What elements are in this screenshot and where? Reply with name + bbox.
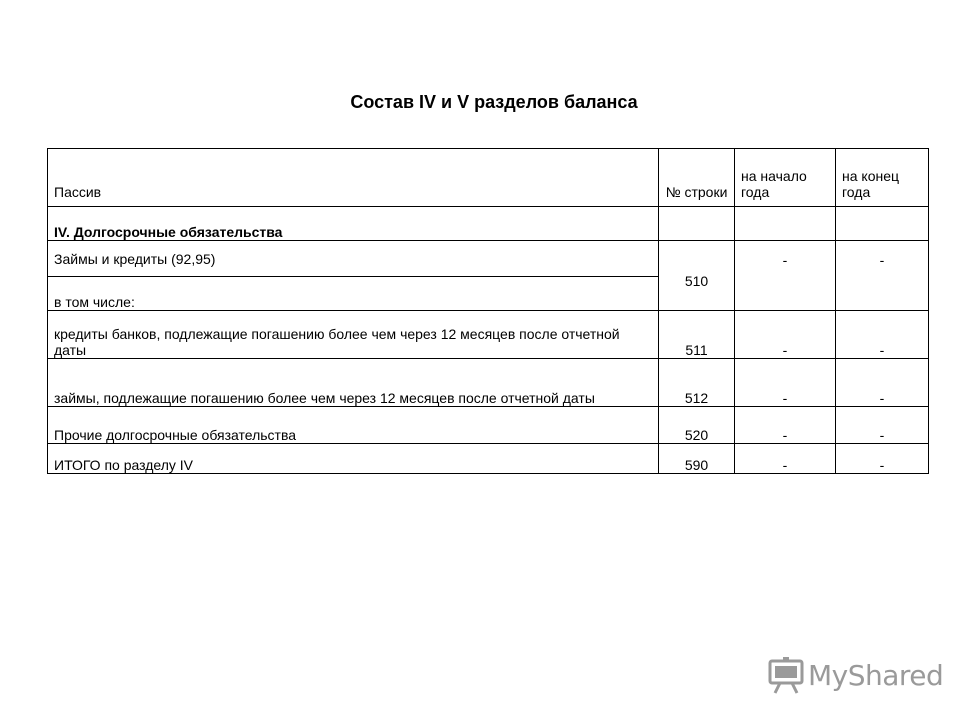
row-code: 510 xyxy=(659,241,735,311)
row-code: 520 xyxy=(659,407,735,444)
table-row xyxy=(48,241,929,277)
header-row-number: № строки xyxy=(659,149,735,207)
row-end-value: - xyxy=(836,444,929,474)
table-row xyxy=(48,444,929,474)
section-row xyxy=(48,207,929,241)
row-code: 590 xyxy=(659,444,735,474)
table-row xyxy=(48,407,929,444)
table-cell xyxy=(659,207,735,241)
row-name: Займы и кредиты (92,95) xyxy=(48,241,659,277)
row-end-value: - xyxy=(836,241,929,311)
row-name: займы, подлежащие погашению более чем через 12 месяцев после отчетной даты xyxy=(48,359,659,407)
header-start-of-year: на начало года xyxy=(735,149,836,207)
row-start-value: - xyxy=(735,444,836,474)
watermark-text: MyShared xyxy=(808,658,944,692)
row-end-value: - xyxy=(836,359,929,407)
row-code: 512 xyxy=(659,359,735,407)
header-passive: Пассив xyxy=(48,149,659,207)
row-end-value: - xyxy=(836,311,929,359)
watermark-logo xyxy=(768,655,943,695)
header-end-of-year: на конец года xyxy=(836,149,929,207)
balance-table xyxy=(47,148,929,474)
row-start-value: - xyxy=(735,311,836,359)
row-start-value: - xyxy=(735,241,836,311)
row-code: 511 xyxy=(659,311,735,359)
table-cell xyxy=(836,207,929,241)
table-row xyxy=(48,359,929,407)
presentation-board-icon xyxy=(768,656,804,694)
table-row xyxy=(48,311,929,359)
table-cell xyxy=(735,207,836,241)
row-name: ИТОГО по разделу IV xyxy=(48,444,659,474)
row-start-value: - xyxy=(735,359,836,407)
row-name: Прочие долгосрочные обязательства xyxy=(48,407,659,444)
row-end-value: - xyxy=(836,407,929,444)
row-name: в том числе: xyxy=(48,277,659,311)
row-name: кредиты банков, подлежащие погашению более чем через 12 месяцев после отчетной даты xyxy=(48,311,659,359)
table-header-row xyxy=(48,149,929,207)
section-title: IV. Долгосрочные обязательства xyxy=(48,207,659,241)
page-title: Состав IV и V разделов баланса xyxy=(350,92,638,112)
row-start-value: - xyxy=(735,407,836,444)
